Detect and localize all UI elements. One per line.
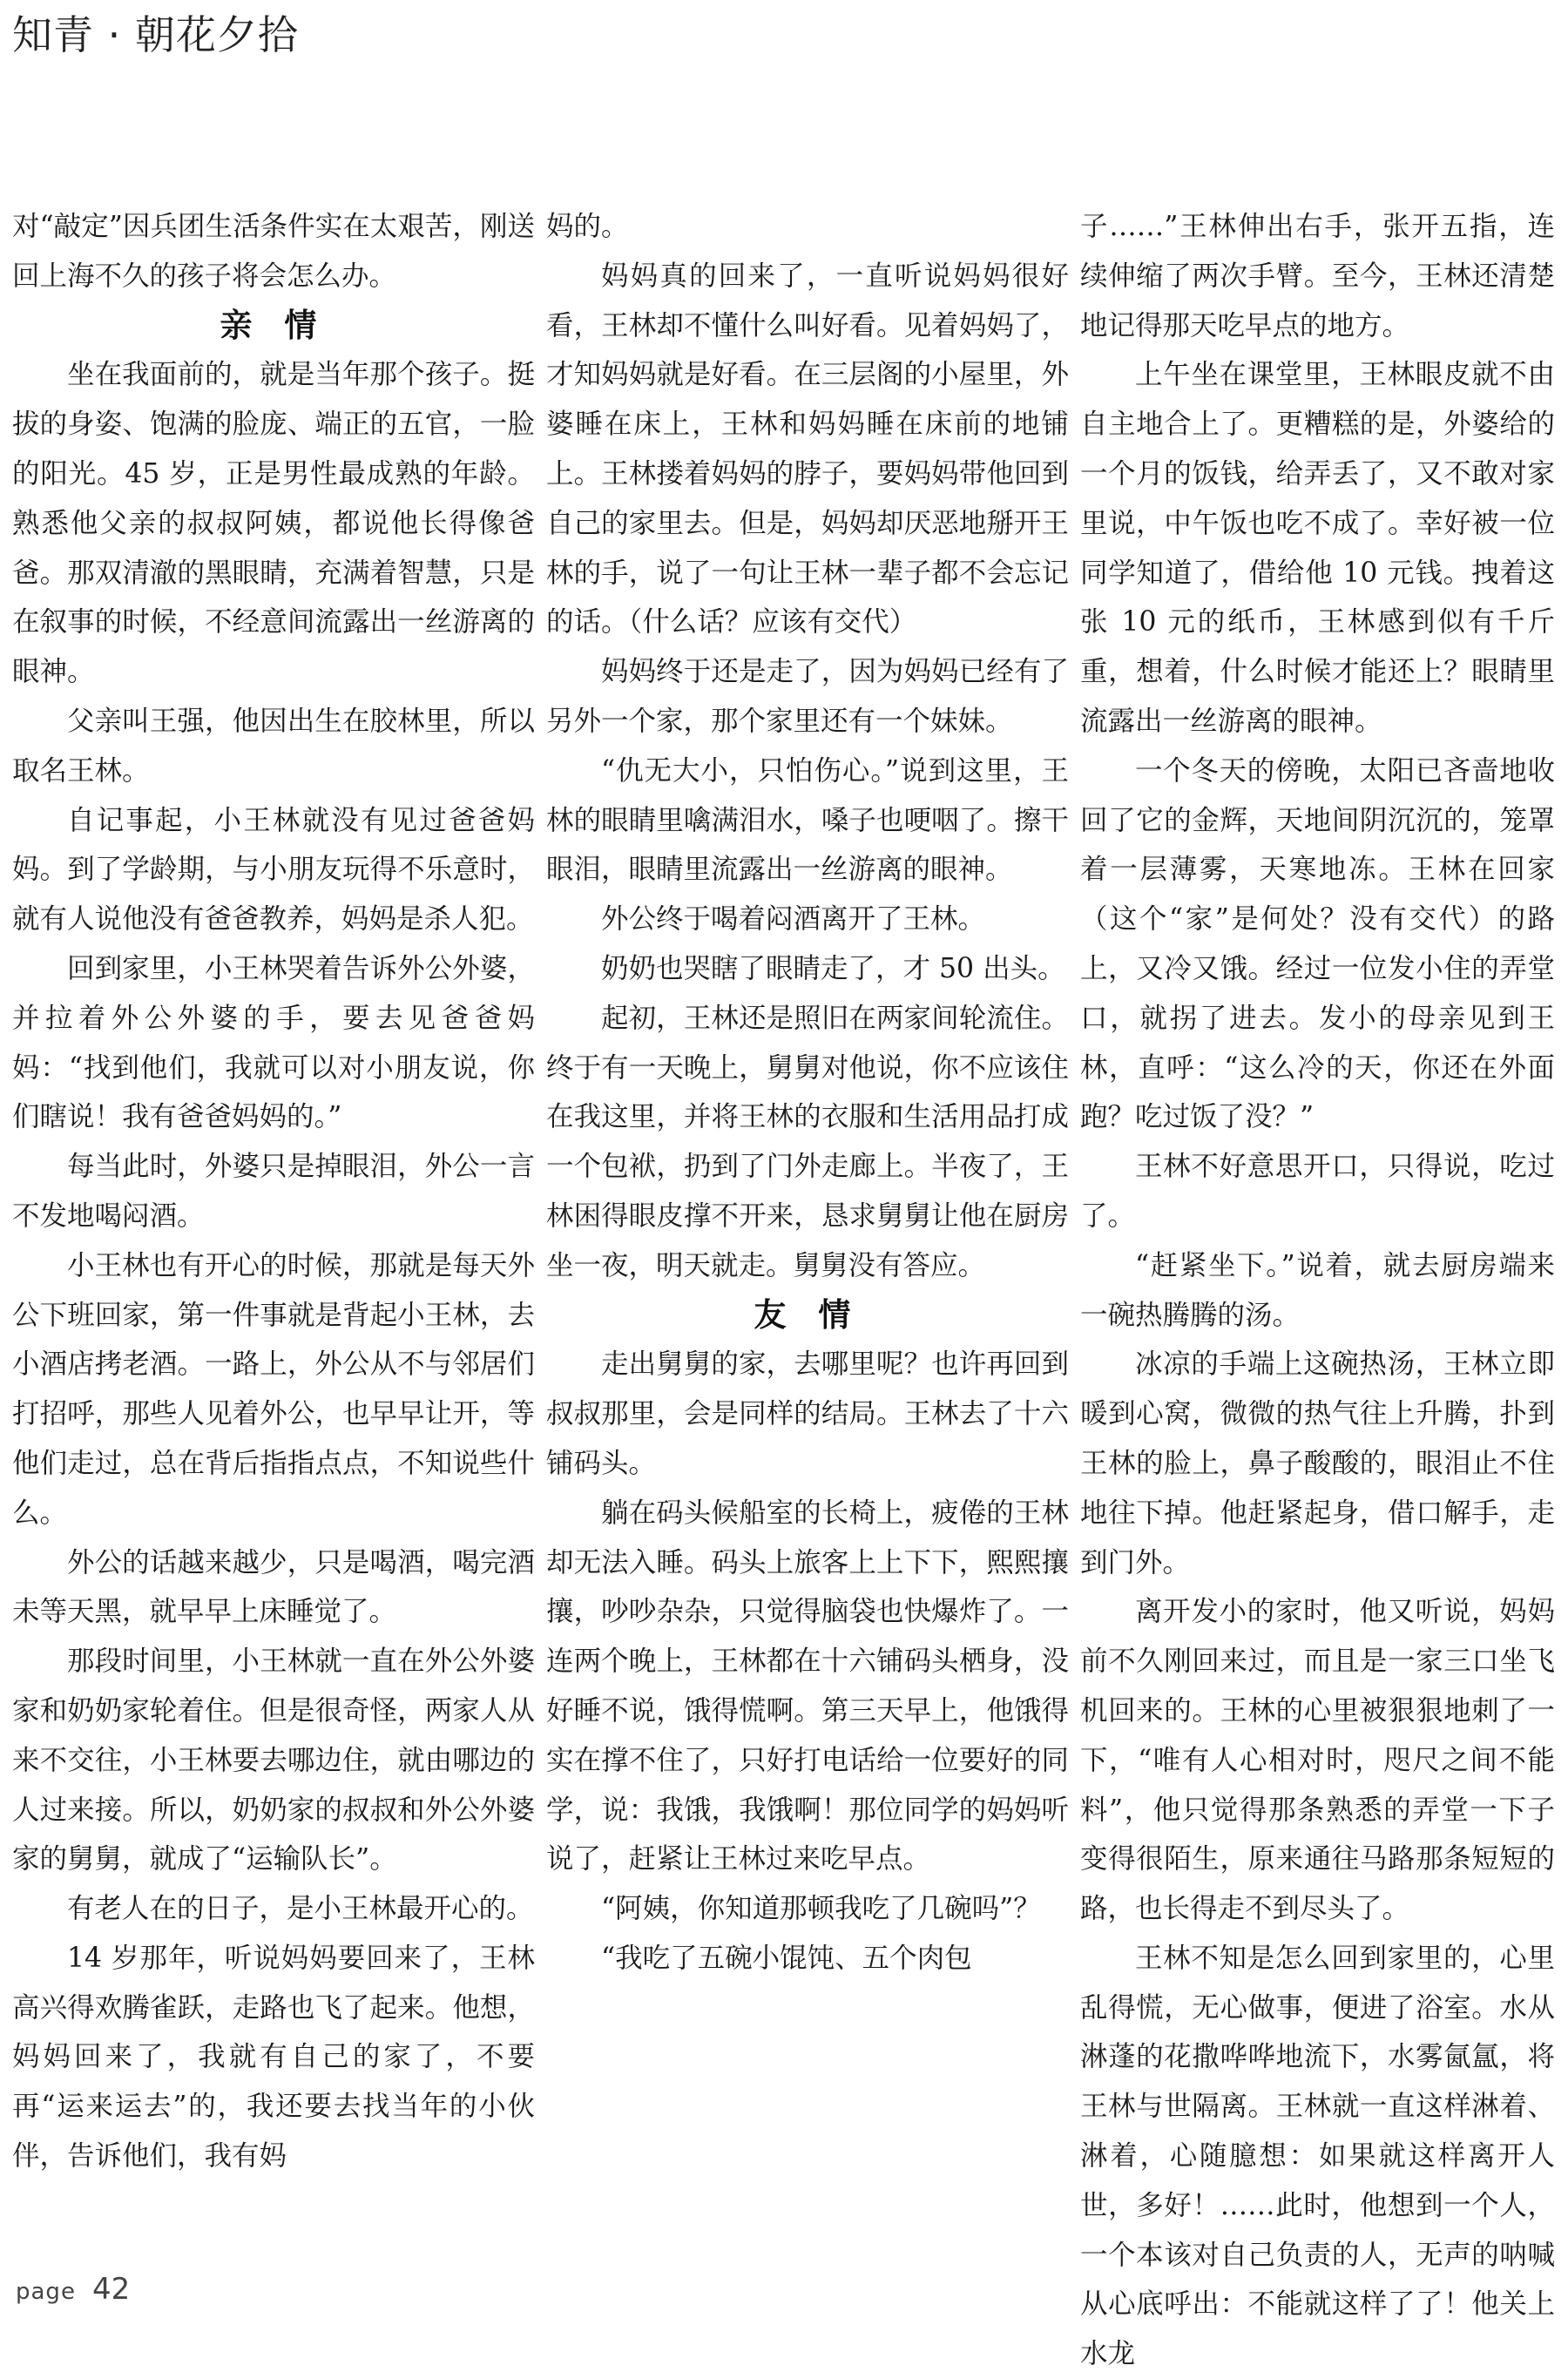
paragraph: 坐在我面前的，就是当年那个孩子。挺拔的身姿、饱满的脸庞、端正的五官，一脸的阳光。45 岁，正是男性最成熟的年龄。熟悉他父亲的叔叔阿姨，都说他长得像爸爸。那双清澈的黑眼睛，充满着智慧，只是在叙事的时候，不经意间流露出一丝游离的眼神。 <box>12 359 535 688</box>
text-column-1 <box>12 202 535 2181</box>
paragraph: 回到家里，小王林哭着告诉外公外婆，并拉着外公外婆的手，要去见爸爸妈妈：“找到他们，我就可以对小朋友说，你们瞎说！我有爸爸妈妈的。” <box>12 952 535 1133</box>
text-column-2 <box>546 202 1069 1984</box>
paragraph: 外公终于喝着闷酒离开了王林。 <box>601 903 986 936</box>
paragraph: 14 岁那年，听说妈妈要回来了，王林高兴得欢腾雀跃，走路也飞了起来。他想，妈妈回来了，我就有自己的家了，不要再“运来运去”的，我还要去找当年的小伙伴，告诉他们，我有妈 <box>12 1942 535 2173</box>
paragraph: 自记事起，小王林就没有见过爸爸妈妈。到了学龄期，与小朋友玩得不乐意时，就有人说他没有爸爸教养，妈妈是杀人犯。 <box>12 804 535 936</box>
paragraph: 外公的话越来越少，只是喝酒，喝完酒未等天黑，就早早上床睡觉了。 <box>12 1546 535 1628</box>
section-heading: 亲 情 <box>220 306 328 344</box>
text-column-3 <box>1080 202 1555 2379</box>
paragraph: 王林不知是怎么回到家里的，心里乱得慌，无心做事，便进了浴室。水从淋蓬的花撒哗哗地流下，水雾氤氲，将王林与世隔离。王林就一直这样淋着、淋着，心随臆想：如果就这样离开人世，多好！……此时，他想到一个人，一个本该对自己负责的人，无声的呐喊从心底呼出：不能就这样了了！他关上水龙 <box>1080 1942 1555 2370</box>
paragraph: 一个冬天的傍晚，太阳已吝啬地收回了它的金辉，天地间阴沉沉的，笼罩着一层薄雾，天寒地冻。王林在回家（这个“家”是何处？没有交代）的路上，又冷又饿。经过一位发小住的弄堂口，就拐了进去。发小的母亲见到王林，直呼：“这么冷的天，你还在外面跑？吃过饭了没？” <box>1080 754 1555 1133</box>
paragraph: 躺在码头候船室的长椅上，疲倦的王林却无法入睡。码头上旅客上上下下，熙熙攘攘，吵吵杂杂，只觉得脑袋也快爆炸了。一连两个晚上，王林都在十六铺码头栖身，没好睡不说，饿得慌啊。第三天早上，他饿得实在撑不住了，只好打电话给一位要好的同学，说：我饿，我饿啊！那位同学的妈妈听说了，赶紧让王林过来吃早点。 <box>546 1497 1069 1875</box>
paragraph: 冰凉的手端上这碗热汤，王林立即暖到心窝，微微的热气往上升腾，扑到王林的脸上，鼻子酸酸的，眼泪止不住地往下掉。他赶紧起身，借口解手，走到门外。 <box>1080 1348 1555 1578</box>
paragraph: 奶奶也哭瞎了眼睛走了，才 50 出头。 <box>601 952 1065 984</box>
paragraph: 父亲叫王强，他因出生在胶林里，所以取名王林。 <box>12 705 535 787</box>
page-footer <box>16 2272 130 2307</box>
paragraph: “赶紧坐下。”说着，就去厨房端来一碗热腾腾的汤。 <box>1080 1249 1555 1331</box>
paragraph: 小王林也有开心的时候，那就是每天外公下班回家，第一件事就是背起小王林，去小酒店拷老酒。一路上，外公从不与邻居们打招呼，那些人见着外公，也早早让开，等他们走过，总在背后指指点点，不知说些什么。 <box>12 1249 535 1529</box>
paragraph: “我吃了五碗小馄饨、五个肉包 <box>601 1942 972 1974</box>
paragraph: 上午坐在课堂里，王林眼皮就不由自主地合上了。更糟糕的是，外婆给的一个月的饭钱，给弄丢了，又不敢对家里说，中午饭也吃不成了。幸好被一位同学知道了，借给他 10 元钱。拽着这张 10 元的纸币，王林感到似有千斤重，想着，什么时候才能还上？眼睛里流露出一丝游离的眼神。 <box>1080 359 1555 737</box>
paragraph: 有老人在的日子，是小王林最开心的。 <box>67 1893 534 1925</box>
paragraph: 离开发小的家时，他又听说，妈妈前不久刚回来过，而且是一家三口坐飞机回来的。王林的心里被狠狠地刺了一下，“唯有人心相对时，咫尺之间不能料”，他只觉得那条熟悉的弄堂一下子变得很陌生，原来通往马路那条短短的路，也长得走不到尽头了。 <box>1080 1596 1555 1925</box>
paragraph: 对“敲定”因兵团生活条件实在太艰苦，刚送回上海不久的孩子将会怎么办。 <box>12 211 535 292</box>
paragraph: “仇无大小，只怕伤心。”说到这里，王林的眼睛里噙满泪水，嗓子也哽咽了。擦干眼泪，眼睛里流露出一丝游离的眼神。 <box>546 754 1069 886</box>
paragraph: 每当此时，外婆只是掉眼泪，外公一言不发地喝闷酒。 <box>12 1151 535 1232</box>
paragraph: 妈的。 <box>546 211 629 242</box>
paragraph: 起初，王林还是照旧在两家间轮流住。终于有一天晚上，舅舅对他说，你不应该住在我这里，并将王林的衣服和生活用品打成一个包袱，扔到了门外走廊上。半夜了，王林困得眼皮撑不开来，恳求舅舅让他在厨房坐一夜，明天就走。舅舅没有答应。 <box>546 1002 1069 1281</box>
paragraph: 那段时间里，小王林就一直在外公外婆家和奶奶家轮着住。但是很奇怪，两家人从来不交往，小王林要去哪边住，就由哪边的人过来接。所以，奶奶家的叔叔和外公外婆家的舅舅，就成了“运输队长”。 <box>12 1646 535 1875</box>
column-title: 知青 · 朝花夕拾 <box>12 11 299 58</box>
paragraph: “阿姨，你知道那顿我吃了几碗吗”？ <box>601 1893 1041 1925</box>
paragraph: 走出舅舅的家，去哪里呢？也许再回到叔叔那里，会是同样的结局。王林去了十六铺码头。 <box>546 1348 1069 1479</box>
section-heading: 友 情 <box>754 1295 862 1334</box>
page-header <box>12 3 299 66</box>
page-number: 42 <box>92 2272 131 2307</box>
paragraph: 王林不好意思开口，只得说，吃过了。 <box>1080 1151 1555 1232</box>
page-label: page <box>16 2279 76 2305</box>
paragraph: 妈妈终于还是走了，因为妈妈已经有了另外一个家，那个家里还有一个妹妹。 <box>546 656 1069 737</box>
paragraph: 子……”王林伸出右手，张开五指，连续伸缩了两次手臂。至今，王林还清楚地记得那天吃早点的地方。 <box>1080 211 1555 341</box>
paragraph: 妈妈真的回来了，一直听说妈妈很好看，王林却不懂什么叫好看。见着妈妈了，才知妈妈就是好看。在三层阁的小屋里，外婆睡在床上，王林和妈妈睡在床前的地铺上。王林搂着妈妈的脖子，要妈妈带他回到自己的家里去。但是，妈妈却厌恶地掰开王林的手，说了一句让王林一辈子都不会忘记的话。（什么话？应该有交代） <box>546 260 1069 639</box>
